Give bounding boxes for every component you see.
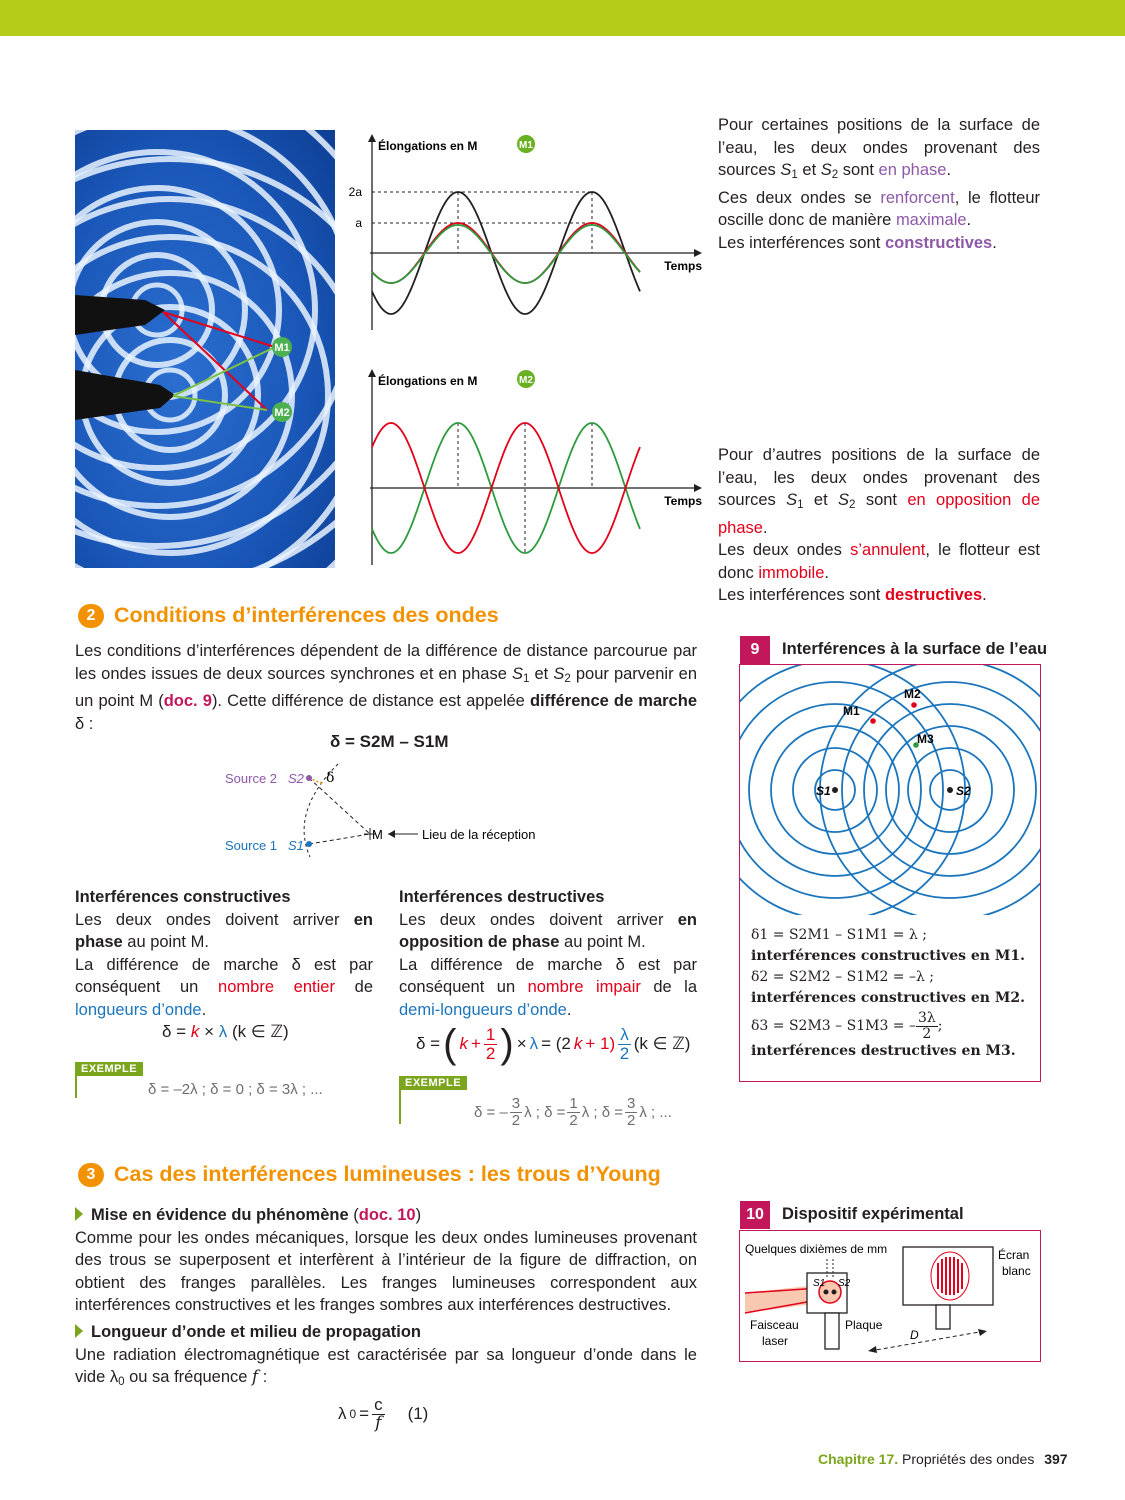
doc10-s2: S2 [838,1278,851,1289]
text-opposition-phase: Pour d’autres positions de la surface de l’eau, les deux ondes provenant des sources $S_1$ et $S_2$ sont en opposition de phase. Les deux ondes s’annulent, le flotteur est donc immobile. Les interférences sont destructives. [718,446,1040,605]
elongation-graph-m1 [340,130,710,340]
young-setup-figure [740,1231,1040,1361]
subheading-longueur-onde: Longueur d’onde et milieu de propagation [75,1321,697,1344]
doc9-m2: M2 [904,687,921,701]
source1-label: Source 1 [225,838,278,853]
graph2-ylabel: Élongations en M [378,374,478,388]
distance-d-label: D [910,1328,919,1342]
faisceau-label: Faisceau laser [750,1318,799,1348]
dixiemes-label: Quelques dixièmes de mm [745,1242,888,1256]
destructive-formula: δ = ( k + $\frac{1}{2}$ ) × λ = (2 k + 1) $\frac{\lambda}{2}$ (k ∈ ℤ) [416,1022,691,1066]
constructive-conditions: Interférences constructives Les deux ondes doivent arriver en phase au point M. La différence de marche δ est par conséquent un nombre entier de longueurs d’onde. [75,888,373,1019]
doc9-s1: S1 [816,784,831,798]
doc9-number: 9 [740,636,770,664]
doc9-m3: M3 [917,732,934,746]
destructive-example: δ = – $\frac{3}{2}$ λ ; δ = $\frac{1}{2}$ λ ; δ = $\frac{3}{2}$ λ ; ... [474,1095,672,1129]
ecran-label: Écran blanc [998,1248,1031,1278]
destructive-conditions: Interférences destructives Les deux ondes doivent arriver en opposition de phase au point M. La différence de marche δ est par conséquent un nombre impair de la demi-longueurs d’onde. [399,888,697,1019]
reception-label: Lieu de la réception [422,827,536,842]
top-color-bar [0,0,1125,36]
plaque-label: Plaque [845,1318,883,1332]
doc9-m1: M1 [843,704,860,718]
doc10-s1: S1 [813,1278,826,1289]
constructive-formula: δ = k × λ (k ∈ ℤ) [162,1022,289,1041]
destructive-title: Interférences destructives [399,888,605,906]
graph1-ylabel: Élongations en M [378,139,478,153]
section-3-body [75,1204,697,1394]
section-2-title: Conditions d’interférences des ondes [114,603,499,627]
constructive-example: δ = –2λ ; δ = 0 ; δ = 3λ ; ... [148,1081,323,1098]
text-en-phase: Pour certaines positions de la surface de l’eau, les deux ondes provenant des sources $S_1$ et $S_2$ sont en phase. Ces deux ondes se renforcent, le flotteur oscille donc de manière maximale. Les interférences sont constructives. [718,116,1040,252]
section-3-title: Cas des interférences lumineuses : les trous d’Young [114,1162,661,1186]
graph2-xlabel: Temps [664,494,702,508]
page-footer [818,1451,1068,1467]
elongation-graph-m2 [340,365,710,570]
source2-label: Source 2 [225,771,278,786]
subheading-mise-en-evidence: Mise en évidence du phénomène (doc. 10) [75,1204,697,1227]
section-3-number: 3 [78,1163,104,1187]
paragraph-radiation: Une radiation électromagnétique est caractérisée par sa longueur d’onde dans le vide $\lambda_0$ ou sa fréquence f : [75,1345,697,1389]
photo-label-m1: M1 [274,342,290,354]
section-2-intro: Les conditions d’interférences dépendent de la différence de distance parcourue par les ondes issues de deux sources synchrones et en phase $S_1$ et $S_2$ pour parvenir en un point M (doc. 9). Cette différence de distance est appelée différence de marche δ : [75,642,697,733]
section-2-number: 2 [78,604,104,628]
photo-label-m2: M2 [274,407,290,419]
doc9-equations: δ1 = S2M1 – S1M1 = λ ; interférences constructives en M1. δ2 = S2M2 – S1M2 = –λ ; interférences constructives en M2. δ3 = S2M3 – S1M3 = – $\frac{3\lambda}{2}$ ; interférences destructives en M3. [751,927,1025,1060]
path-difference-diagram [220,762,560,862]
graph2-badge: M2 [519,375,533,386]
bullet-icon [75,1324,83,1338]
doc10-title: Dispositif expérimental [782,1205,964,1223]
exemple-tag-destructive: EXEMPLE [399,1076,467,1090]
doc10-number: 10 [740,1201,770,1229]
m-label: M [372,827,383,842]
graph1-tick-2a: 2a [348,185,362,199]
page-number: 397 [1044,1451,1068,1467]
constructive-title: Interférences constructives [75,888,291,906]
paragraph-young: Comme pour les ondes mécaniques, lorsque les deux ondes lumineuses provenant des trous se superposent et interfèrent à l’intérieur de la figure de diffraction, on obtient des franges parallèles. Les franges lumineuses correspondent aux interférences constructives et les franges sombres aux interférences destructives. [75,1228,697,1315]
graph1-badge: M1 [519,140,533,151]
footer-title: Propriétés des ondes [898,1451,1035,1467]
doc9-frame [739,664,1041,1082]
s2-label: S2 [288,771,304,786]
doc10-frame [739,1230,1041,1362]
delta-label: δ [326,770,335,786]
path-difference-formula: δ = S2M – S1M [330,732,449,751]
wavelength-formula: λ 0 = $\frac{c}{f}$ (1) [338,1395,429,1433]
doc9-reference: doc. 9 [163,692,212,711]
doc9-title: Interférences à la surface de l’eau [782,640,1048,658]
water-interference-photo [75,130,335,568]
exemple-tag-constructive: EXEMPLE [75,1062,143,1076]
graph1-xlabel: Temps [664,259,702,273]
bullet-icon [75,1207,83,1221]
doc9-circles-figure [740,665,1040,915]
section-3-header [78,1162,661,1187]
graph1-tick-a: a [355,216,362,230]
section-2-header [78,603,499,628]
doc10-reference: doc. 10 [358,1206,416,1224]
doc9-s2: S2 [956,784,971,798]
footer-chapter: Chapitre 17. [818,1451,899,1467]
s1-label: S1 [288,838,304,853]
